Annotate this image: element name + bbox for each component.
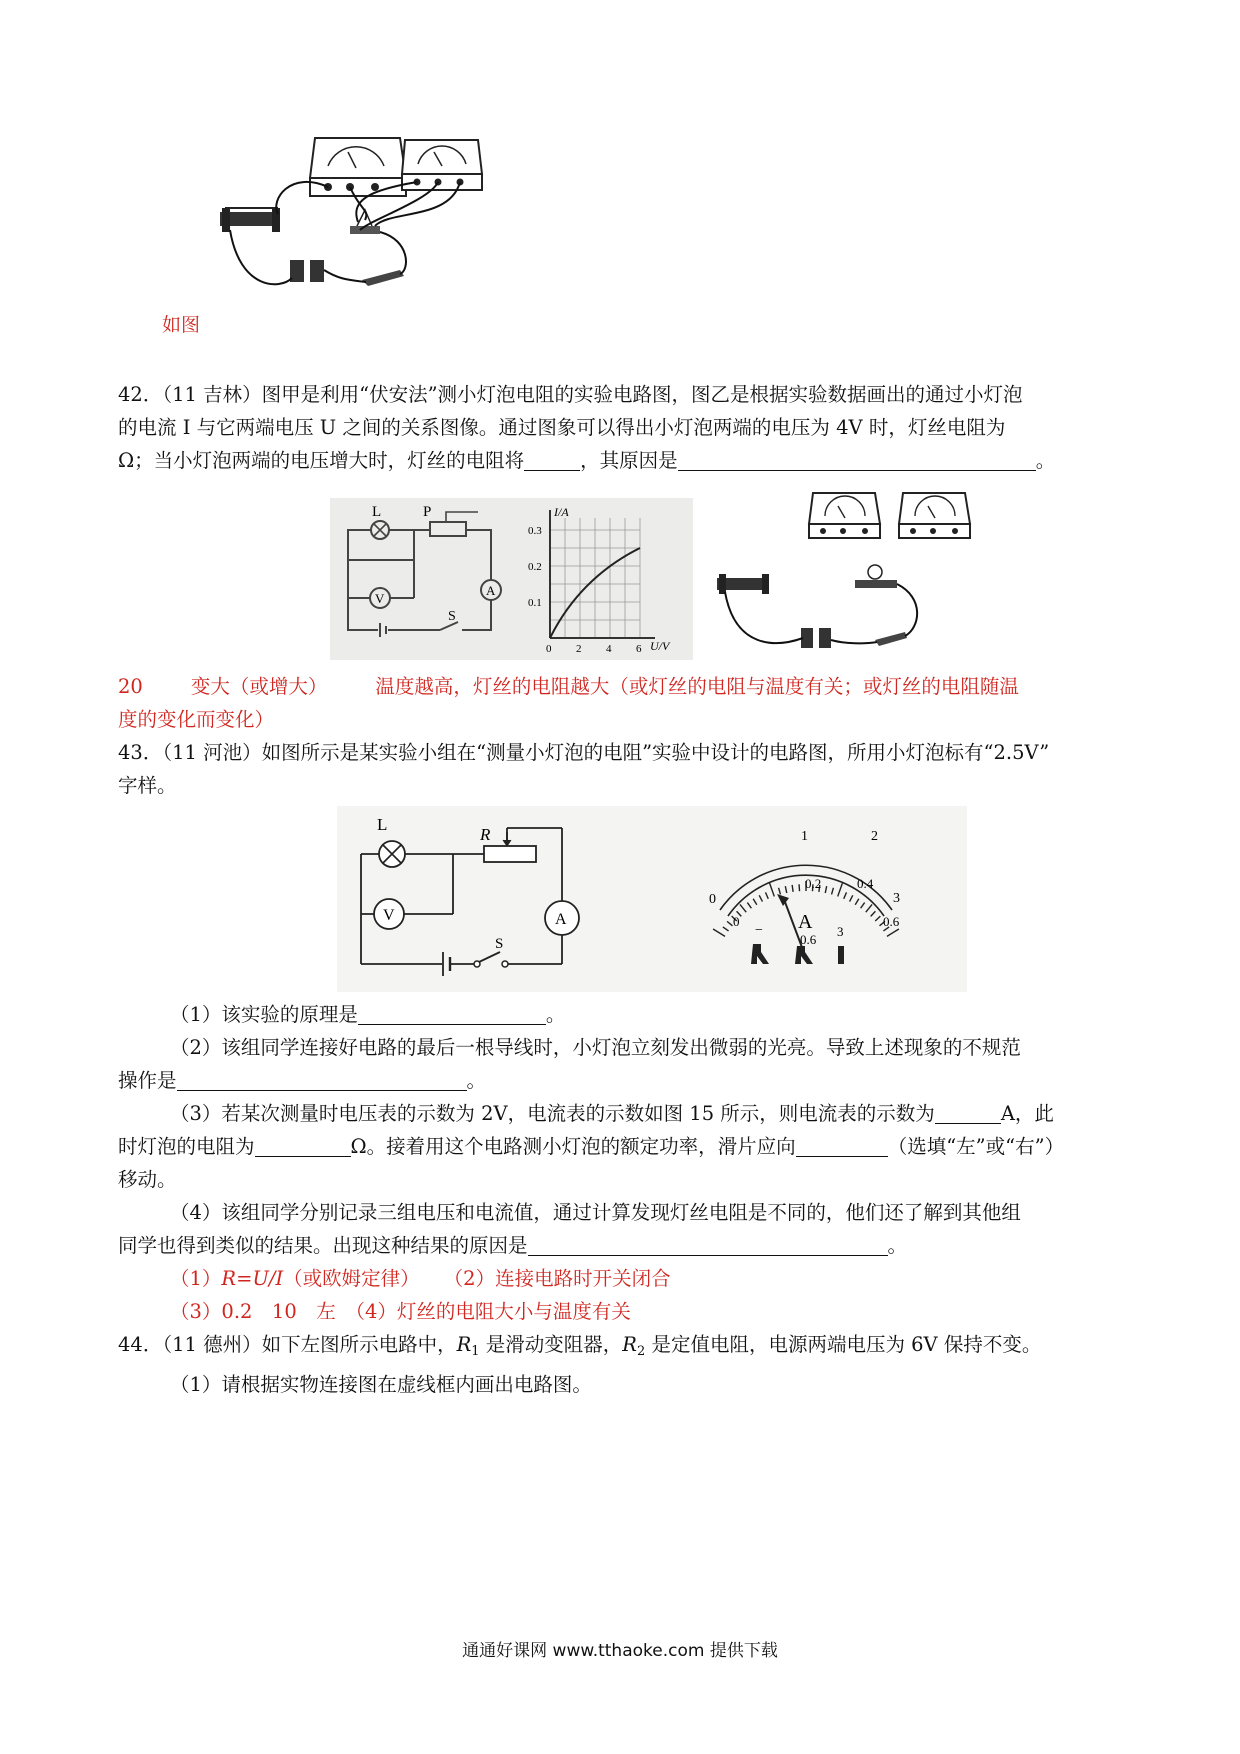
q42-apparatus-figure — [715, 488, 980, 658]
dial-tick — [792, 885, 793, 892]
question-text-line: 如下左图所示电路中， — [261, 1333, 457, 1356]
answer-blank[interactable] — [935, 1101, 1001, 1124]
symbol-r1: R — [456, 1333, 472, 1356]
q41-answer: 如图 — [162, 314, 201, 336]
q43-circuit-and-meter — [337, 806, 967, 992]
subquestion-text: 操作是 — [118, 1069, 177, 1092]
ammeter-label: A — [555, 911, 567, 928]
dial-tick — [866, 904, 872, 912]
switch-label: S — [448, 609, 456, 624]
dial-tick — [887, 929, 899, 936]
dial-tick — [727, 921, 732, 925]
subquestion-text: （3）若某次测量时电压表的示数为 2V，电流表的示数如图 15 所示，则电流表的示数为 — [170, 1102, 935, 1125]
symbol-subscript: 1 — [471, 1344, 480, 1359]
dial-outer-label: 1 — [801, 829, 808, 844]
dial-tick — [740, 904, 746, 912]
answer-formula: R=U/I — [221, 1267, 284, 1290]
ammeter-dial — [709, 829, 900, 964]
dial-tick — [723, 927, 729, 931]
graph-y-tick: 0.1 — [528, 597, 542, 609]
answer-blank[interactable] — [177, 1068, 467, 1091]
answer-text: 变大（或增大） — [190, 675, 328, 698]
question-text-line: 是滑动变阻器， — [479, 1333, 623, 1356]
dial-inner-label: 0.2 — [805, 876, 822, 891]
dial-tick — [747, 903, 751, 909]
terminal-post — [751, 944, 769, 964]
graph-y-axis-label: I/A — [554, 505, 569, 519]
subquestion-text: （选填“左”或“右”） — [887, 1135, 1065, 1158]
subquestion-text: 。 — [887, 1234, 908, 1257]
question-text-line: 。 — [1035, 449, 1056, 472]
question-number: 43． — [118, 741, 163, 764]
subquestion-text: 同学也得到类似的结果。出现这种结果的原因是 — [118, 1234, 528, 1257]
voltmeter-label: V — [375, 591, 385, 606]
answer-text: （2）连接电路时开关闭合 — [443, 1267, 671, 1290]
answer-blank[interactable] — [358, 1002, 546, 1025]
lamp-label: L — [372, 504, 382, 520]
terminal-post — [838, 946, 844, 964]
symbol-subscript: 2 — [636, 1344, 646, 1359]
dial-inner-label: 0.6 — [883, 914, 900, 929]
subquestion-text: （1）该实验的原理是 — [170, 1003, 358, 1026]
subquestion-text: （1）请根据实物连接图在虚线框内画出电路图。 — [170, 1373, 592, 1396]
dial-tick — [832, 888, 834, 895]
q42-figure-circuit-graph — [330, 498, 693, 660]
question-text-line: 如图所示是某实验小组在“测量小灯泡的电阻”实验中设计的电路图，所用小灯泡标有“2.5V” — [261, 741, 1050, 764]
dial-tick — [713, 929, 725, 936]
dial-tick — [850, 895, 853, 901]
dial-tick — [875, 916, 880, 921]
dial-tick — [753, 899, 757, 905]
answer-text: 度的变化而变化） — [118, 708, 275, 731]
question-number: 44． — [118, 1333, 163, 1356]
dial-tick — [779, 888, 781, 895]
graph-y-tick: 0.3 — [528, 525, 542, 537]
graph-x-tick: 4 — [606, 643, 612, 655]
question-43 — [118, 736, 1130, 802]
switch-device — [362, 270, 404, 286]
battery-cells — [290, 260, 324, 282]
answer-text: （1） — [170, 1267, 222, 1290]
dial-tick — [759, 895, 762, 901]
question-text-line: 字样。 — [118, 774, 177, 797]
dial-tick — [861, 903, 865, 909]
bulb-socket — [350, 210, 380, 234]
answer-blank[interactable] — [796, 1134, 888, 1157]
dial-inner-label: 0.4 — [857, 876, 874, 891]
answer-text: 温度越高，灯丝的电阻越大（或灯丝的电阻与温度有关；或灯丝的电阻随温 — [375, 675, 1019, 698]
subquestion-text: 移动。 — [118, 1168, 177, 1191]
subquestion-text: （2）该组同学连接好电路的最后一根导线时，小灯泡立刻发出微弱的光亮。导致上述现象的不规范 — [170, 1036, 1021, 1059]
graph-x-tick: 2 — [576, 643, 582, 655]
terminal-post — [795, 946, 813, 964]
voltmeter-label: V — [383, 907, 395, 924]
terminal-label: − — [755, 923, 763, 938]
dial-outer-label: 3 — [893, 891, 900, 906]
graph-x-axis-label: U/V — [650, 639, 670, 653]
dial-inner-label: 0 — [733, 914, 740, 929]
question-42 — [118, 378, 1130, 477]
dial-tick — [825, 886, 826, 893]
answer-text: （3）0.2 10 左 （4）灯丝的电阻大小与温度有关 — [170, 1300, 631, 1323]
q43-subquestions — [118, 998, 1130, 1328]
rheostat-device — [220, 208, 280, 232]
terminal-label: 3 — [837, 924, 844, 939]
question-text-line: 图甲是利用“伏安法”测小灯泡电阻的实验电路图，图乙是根据实验数据画出的通过小灯泡 — [261, 383, 1023, 406]
graph-y-tick: 0.2 — [528, 561, 542, 573]
answer-blank[interactable] — [524, 448, 580, 471]
subquestion-text: 。 — [545, 1003, 566, 1026]
dial-unit-label: A — [798, 911, 813, 933]
subquestion-text: 时灯泡的电阻为 — [118, 1135, 255, 1158]
q42-iu-graph — [520, 498, 690, 660]
answer-blank[interactable] — [528, 1233, 888, 1256]
lamp-label: L — [377, 815, 388, 834]
page-footer: 通通好课网 www.tthaoke.com 提供下载 — [462, 1641, 778, 1661]
subquestion-text: （4）该组同学分别记录三组电压和电流值，通过计算发现灯丝电阻是不同的，他们还了解到其他组 — [170, 1201, 1021, 1224]
dial-tick — [770, 883, 775, 896]
question-text-line: 的电流 I 与它两端电压 U 之间的关系图像。通过图象可以得出小灯泡两端的电压为 4V 时，灯丝电阻为 — [118, 416, 1006, 439]
answer-blank[interactable] — [678, 448, 1036, 471]
subquestion-text: A，此 — [1000, 1102, 1054, 1125]
answer-blank[interactable] — [255, 1134, 351, 1157]
q43-figure — [337, 806, 967, 992]
dial-tick — [871, 911, 876, 916]
switch-label: S — [495, 936, 504, 952]
question-44 — [118, 1328, 1130, 1401]
rheostat-label: R — [480, 825, 491, 844]
subquestion-text: Ω。接着用这个电路测小灯泡的额定功率，滑片应向 — [350, 1135, 796, 1158]
dial-tick — [855, 899, 859, 905]
dial-tick — [785, 886, 786, 893]
answer-text: 20 — [118, 675, 143, 698]
question-text-line: Ω；当小灯泡两端的电压增大时，灯丝的电阻将 — [118, 449, 525, 472]
dial-outer-label: 0 — [709, 892, 716, 907]
graph-x-tick: 0 — [546, 643, 552, 655]
question-number: 42． — [118, 383, 163, 406]
dial-tick — [844, 892, 847, 898]
graph-x-tick: 6 — [636, 643, 642, 655]
subquestion-text: 。 — [466, 1069, 487, 1092]
question-source: （11 河池） — [162, 741, 262, 764]
ammeter-label: A — [486, 583, 496, 598]
symbol-r2: R — [622, 1333, 637, 1356]
dial-outer-label: 2 — [871, 829, 878, 844]
answer-text: （或欧姆定律） — [283, 1267, 420, 1290]
dial-tick — [838, 883, 843, 896]
rheostat-label: P — [423, 504, 432, 520]
question-text-line: ，其原因是 — [580, 449, 678, 472]
question-text-line: 是定值电阻，电源两端电压为 6V 保持不变。 — [645, 1333, 1042, 1356]
terminal-label: 0.6 — [800, 932, 817, 947]
question-source: （11 德州） — [162, 1333, 262, 1356]
q42-answer — [118, 670, 1130, 736]
dial-tick — [765, 892, 768, 898]
question-source: （11 吉林） — [162, 383, 262, 406]
